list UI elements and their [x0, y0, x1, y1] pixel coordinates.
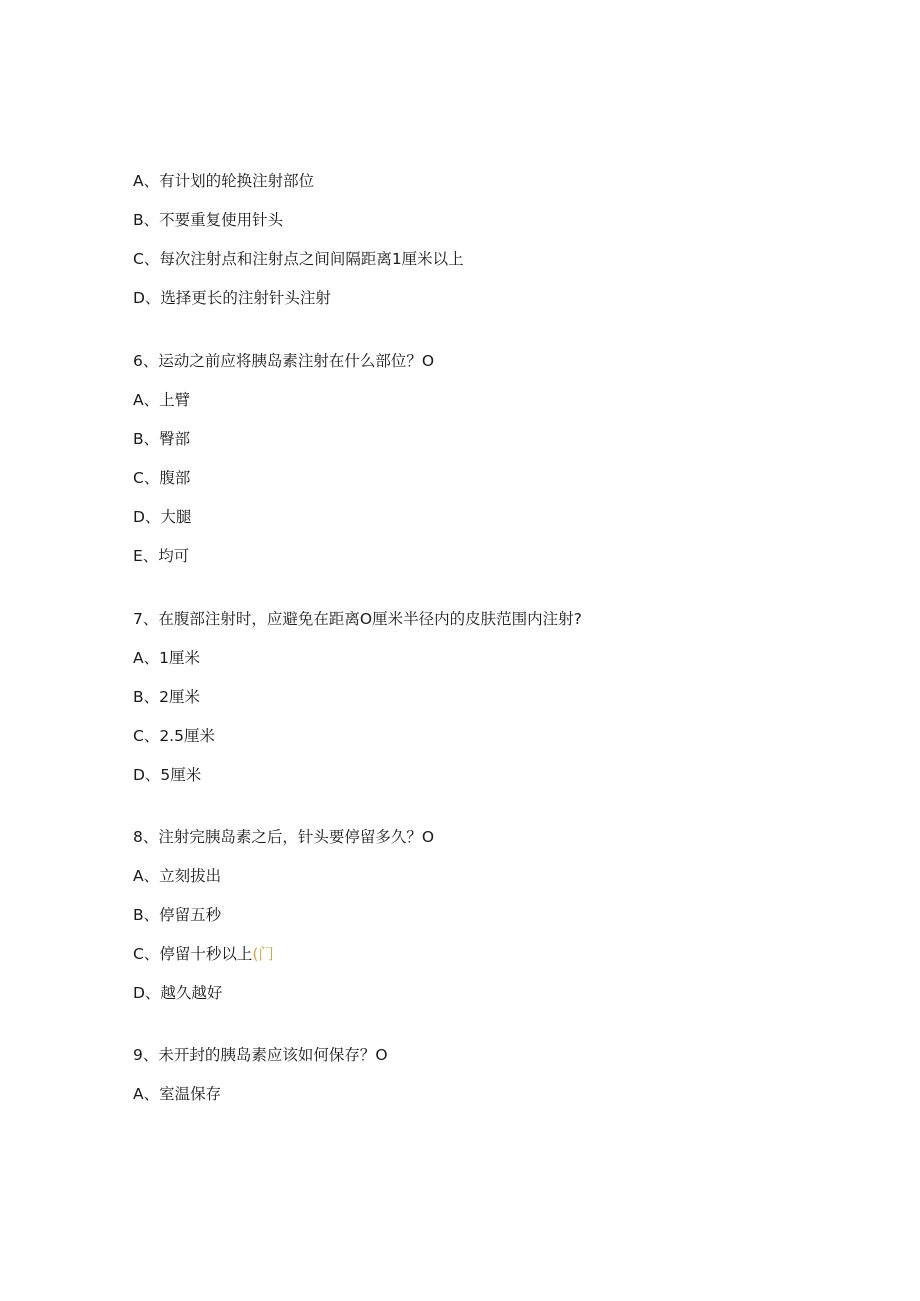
q8-option-b: B、停留五秒: [133, 906, 222, 924]
q6-question: 6、运动之前应将胰岛素注射在什么部位？O: [133, 352, 435, 370]
q8-option-d: D、越久越好: [133, 984, 223, 1002]
q5-option-a: A、有计划的轮换注射部位: [133, 172, 315, 190]
q9-option-a: A、室温保存: [133, 1085, 222, 1103]
answer-annotation: (门: [252, 945, 274, 963]
q5-option-d: D、选择更长的注射针头注射: [133, 289, 331, 307]
q5-option-b: B、不要重复使用针头: [133, 211, 284, 229]
q6-option-b: B、臀部: [133, 430, 191, 448]
q8-option-a: A、立刻拔出: [133, 867, 222, 885]
q7-option-a: A、1厘米: [133, 649, 200, 667]
q7-option-d: D、5厘米: [133, 766, 202, 784]
q8-option-c-text: C、停留十秒以上: [133, 945, 253, 963]
q8-option-c: [133, 944, 274, 964]
q6-option-a: A、上臂: [133, 391, 191, 409]
q6-option-c: C、腹部: [133, 469, 191, 487]
q6-option-e: E、均可: [133, 547, 190, 565]
q5-option-c: C、每次注射点和注射点之间间隔距离1厘米以上: [133, 250, 464, 268]
q7-option-c: C、2.5厘米: [133, 727, 215, 745]
q7-question: 7、在腹部注射时，应避免在距离O厘米半径内的皮肤范围内注射?: [133, 610, 582, 628]
q9-question: 9、未开封的胰岛素应该如何保存？O: [133, 1046, 388, 1064]
q6-option-d: D、大腿: [133, 508, 192, 526]
q7-option-b: B、2厘米: [133, 688, 200, 706]
q8-question: 8、注射完胰岛素之后，针头要停留多久？O: [133, 828, 435, 846]
